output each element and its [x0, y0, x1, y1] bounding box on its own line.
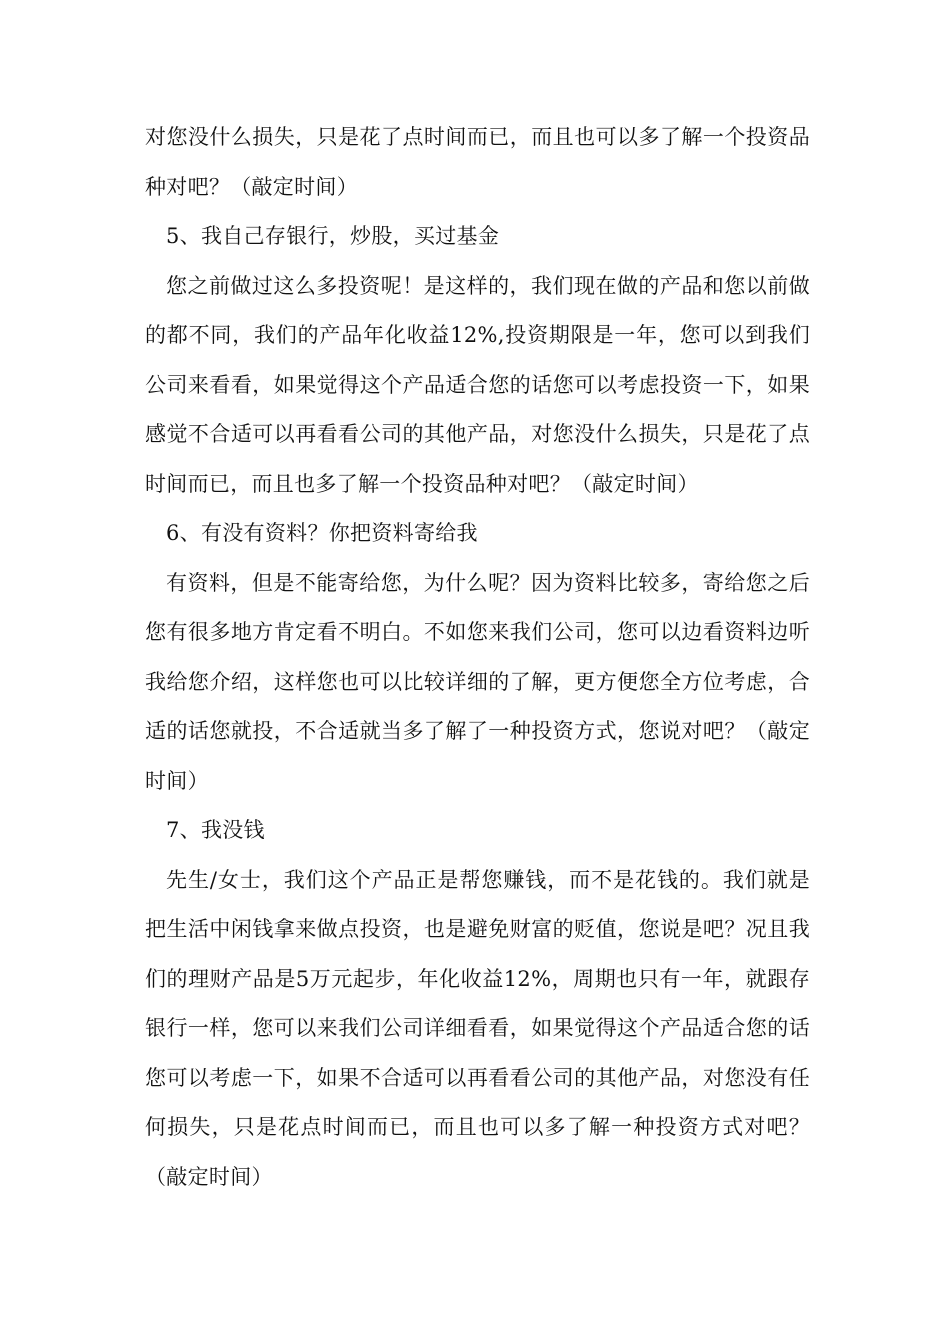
document-body [145, 113, 810, 1202]
question-heading-7: 7、我没钱 [166, 818, 265, 842]
answer-paragraph-6: 有资料，但是不能寄给您，为什么呢？因为资料比较多，寄给您之后您有很多地方肯定看不明白。不如您来我们公司，您可以边看资料边听我给您介绍，这样您也可以比较详细的了解，更方便您全方位考虑，合适的话您就投，不合适就当多了解了一种投资方式，您说对吧？（敲定时间） [145, 570, 810, 793]
paragraph-continuation: 对您没什么损失，只是花了点时间而已，而且也可以多了解一个投资品种对吧？（敲定时间） [145, 125, 810, 199]
question-heading-5: 5、我自己存银行，炒股，买过基金 [166, 224, 500, 248]
question-heading-6: 6、有没有资料？你把资料寄给我 [166, 521, 478, 545]
answer-paragraph-7: 先生/女士，我们这个产品正是帮您赚钱，而不是花钱的。我们就是把生活中闲钱拿来做点投资，也是避免财富的贬值，您说是吧？况且我们的理财产品是5万元起步，年化收益12%，周期也只有一年，就跟存银行一样，您可以来我们公司详细看看，如果觉得这个产品适合您的话您可以考虑一下，如果不合适可以再看看公司的其他产品，对您没有任何损失，只是花点时间而已，而且也可以多了解一种投资方式对吧？（敲定时间） [145, 867, 810, 1189]
answer-paragraph-5: 您之前做过这么多投资呢！是这样的，我们现在做的产品和您以前做的都不同，我们的产品年化收益12%,投资期限是一年，您可以到我们公司来看看，如果觉得这个产品适合您的话您可以考虑投资一下，如果感觉不合适可以再看看公司的其他产品，对您没什么损失，只是花了点时间而已，而且也多了解一个投资品种对吧？（敲定时间） [145, 273, 810, 496]
